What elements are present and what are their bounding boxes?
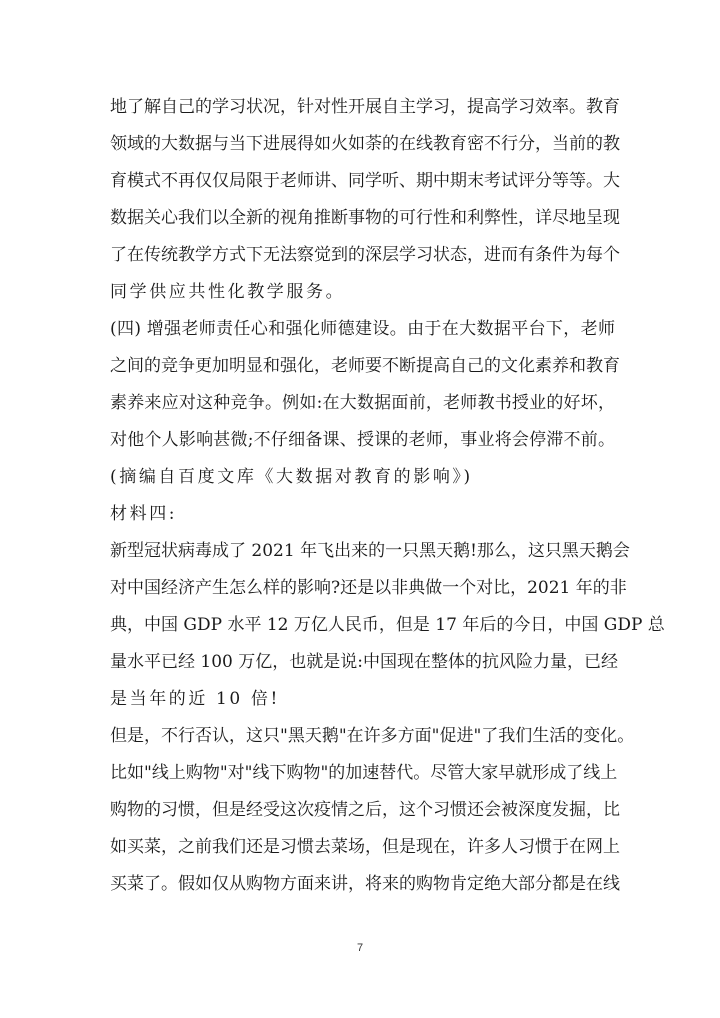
- text-line: 买菜了。假如仅从购物方面来讲，将来的购物肯定绝大部分都是在线: [110, 874, 620, 894]
- text-line: 素养来应对这种竞争。例如:在大数据面前，老师教书授业的好坏，: [110, 393, 615, 413]
- source-citation: (摘编自百度文库《大数据对教育的影响》): [110, 467, 473, 487]
- text-line: 数据关心我们以全新的视角推断事物的可行性和利弊性，详尽地呈现: [110, 208, 620, 228]
- page-number: 7: [356, 942, 364, 954]
- text-line: 对中国经济产生怎么样的影响?还是以非典做一个对比，2021 年的非: [110, 578, 627, 598]
- section-heading-line: (四) 增强老师责任心和强化师德建设。由于在大数据平台下，老师: [110, 319, 615, 339]
- text-line: 育模式不再仅仅局限于老师讲、同学听、期中期末考试评分等等。大: [110, 171, 620, 191]
- text-line: 同学供应共性化教学服务。: [110, 282, 346, 302]
- text-line: 之间的竞争更加明显和强化，老师要不断提高自己的文化素养和教育: [110, 356, 620, 376]
- text-line: 比如"线上购物"对"线下购物"的加速替代。尽管大家早就形成了线上: [110, 763, 618, 783]
- text-line: 典，中国 GDP 水平 12 万亿人民币，但是 17 年后的今日，中国 GDP 总: [110, 615, 665, 635]
- text-line: 购物的习惯，但是经受这次疫情之后，这个习惯还会被深度发掘，比: [110, 800, 620, 820]
- text-line: 领域的大数据与当下进展得如火如荼的在线教育密不行分，当前的教: [110, 134, 620, 154]
- text-line: 但是，不行否认，这只"黑天鹅"在许多方面"促进"了我们生活的变化。: [110, 726, 635, 746]
- document-body: [110, 89, 665, 903]
- text-line: 量水平已经 100 万亿，也就是说:中国现在整体的抗风险力量，已经: [110, 652, 618, 672]
- material-heading: 材料四:: [110, 504, 178, 524]
- text-line: 地了解自己的学习状况，针对性开展自主学习，提高学习效率。教育: [110, 97, 620, 117]
- text-line: 新型冠状病毒成了 2021 年飞出来的一只黑天鹅!那么，这只黑天鹅会: [110, 541, 630, 561]
- text-line: 对他个人影响甚微;不仔细备课、授课的老师，事业将会停滞不前。: [110, 430, 615, 450]
- text-line: 了在传统教学方式下无法察觉到的深层学习状态，进而有条件为每个: [110, 245, 620, 265]
- text-line: 如买菜，之前我们还是习惯去菜场，但是现在，许多人习惯于在网上: [110, 837, 620, 857]
- text-line: 是当年的近 10 倍!: [110, 689, 280, 709]
